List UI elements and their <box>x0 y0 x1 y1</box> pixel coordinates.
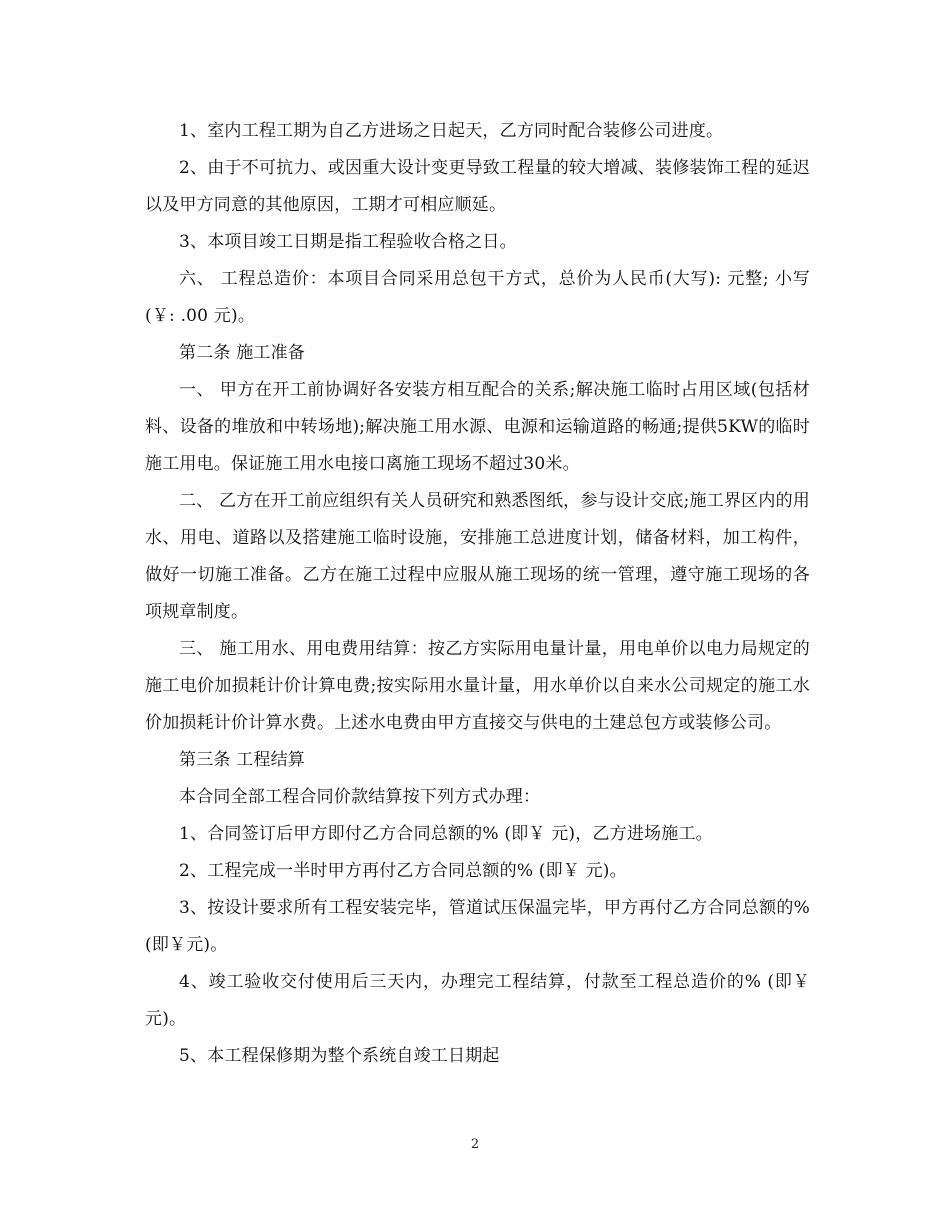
paragraph-party-a-preparation: 一、 甲方在开工前协调好各安装方相互配合的关系;解决施工临时占用区域(包括材料、设备的堆放和中转场地);解决施工用水源、电源和运输道路的畅通;提供5KW的临时施工用电。保证施工用水电接口离施工现场不超过30米。 <box>145 380 810 474</box>
paragraph-party-b-preparation: 二、 乙方在开工前应组织有关人员研究和熟悉图纸，参与设计交底;施工界区内的用水、用电、道路以及搭建施工临时设施，安排施工总进度计划，储备材料，加工构件，做好一切施工准备。乙方在施工过程中应服从施工现场的统一管理，遵守施工现场的各项规章制度。 <box>145 491 810 622</box>
paragraph-payment-2: 2、工程完成一半时甲方再付乙方合同总额的% (即￥ 元)。 <box>179 861 627 881</box>
document-body <box>145 113 810 1075</box>
paragraph-utility-settlement: 三、 施工用水、用电费用结算：按乙方实际用电量计量，用电单价以电力局规定的施工电价加损耗计价计算电费;按实际用水量计量，用水单价以自来水公司规定的施工水价加损耗计价计算水费。上述水电费由甲方直接交与供电的土建总包方或装修公司。 <box>145 639 810 733</box>
paragraph-construction-period: 1、室内工程工期为自乙方进场之日起天，乙方同时配合装修公司进度。 <box>179 121 724 141</box>
section-heading-preparation: 第二条 施工准备 <box>179 343 306 363</box>
paragraph-warranty-period: 5、本工程保修期为整个系统自竣工日期起 <box>179 1046 500 1066</box>
paragraph-completion-date: 3、本项目竣工日期是指工程验收合格之日。 <box>179 232 517 252</box>
page-number: 2 <box>470 1137 480 1152</box>
paragraph-payment-1: 1、合同签订后甲方即付乙方合同总额的% (即￥ 元)，乙方进场施工。 <box>179 824 713 844</box>
paragraph-payment-4: 4、竣工验收交付使用后三天内，办理完工程结算，付款至工程总造价的% (即￥ 元)。 <box>145 972 810 1029</box>
paragraph-total-cost: 六、 工程总造价：本项目合同采用总包干方式，总价为人民币(大写): 元整; 小写(￥: .00 元)。 <box>145 269 810 326</box>
paragraph-delay-extension: 2、由于不可抗力、或因重大设计变更导致工程量的较大增减、装修装饰工程的延迟以及甲方同意的其他原因，工期才可相应顺延。 <box>145 158 810 215</box>
section-heading-settlement: 第三条 工程结算 <box>179 750 306 770</box>
paragraph-settlement-intro: 本合同全部工程合同价款结算按下列方式办理： <box>179 787 541 807</box>
paragraph-payment-3: 3、按设计要求所有工程安装完毕，管道试压保温完毕，甲方再付乙方合同总额的%(即￥元)。 <box>145 898 810 955</box>
